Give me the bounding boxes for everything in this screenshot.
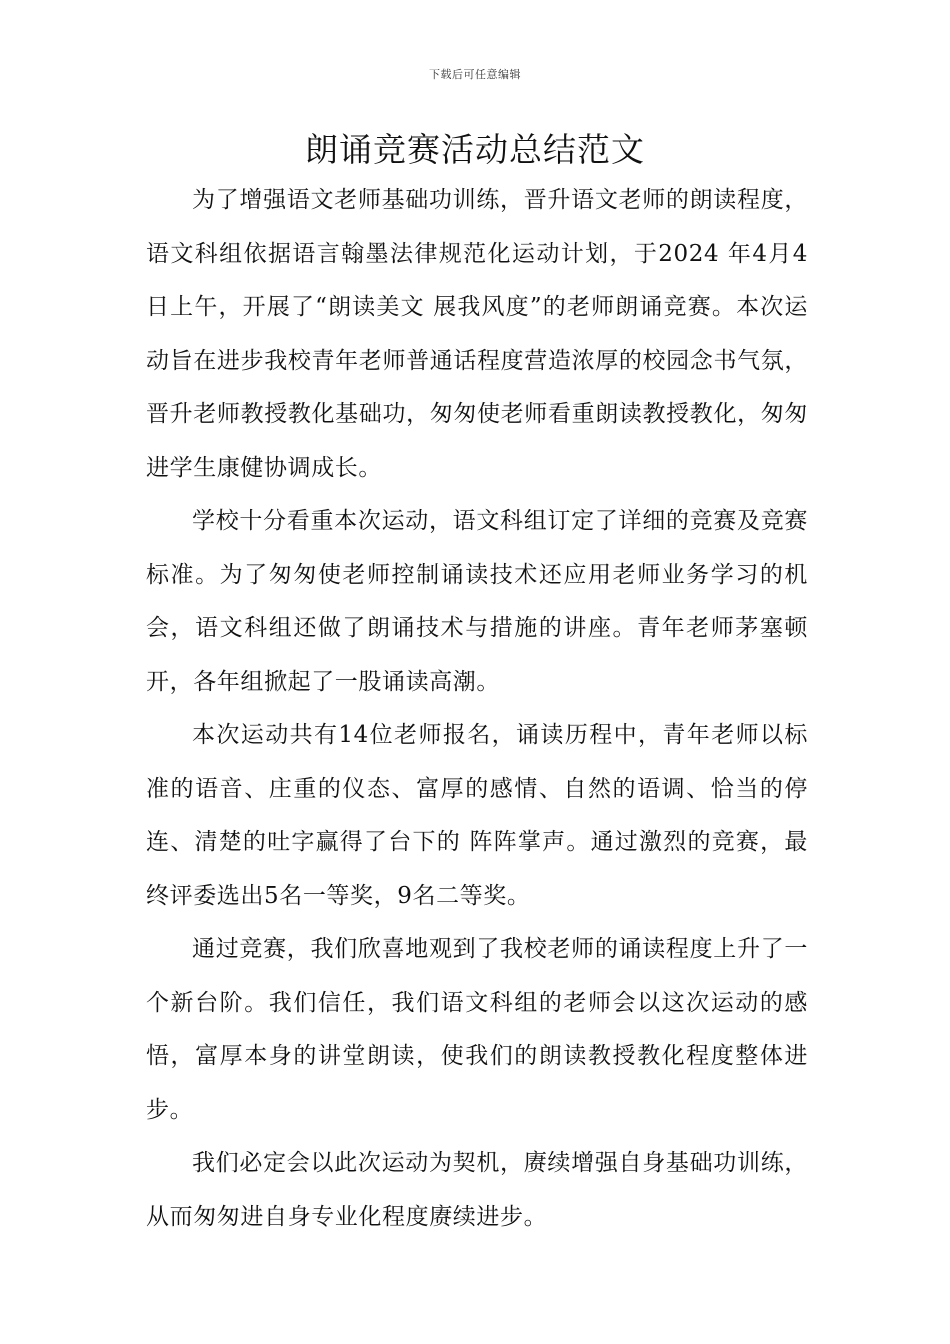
paragraph-1: 为了增强语文老师基础功训练，晋升语文老师的朗读程度，语文科组依据语言翰墨法律规范化运动计划，于2024 年4月4日上午，开展了“朗读美文 展我风度”的老师朗诵竞赛。本次运动旨在进步我校青年老师普通话程度营造浓厚的校园念书气氛，晋升老师教授教化基础功，匆匆使老师看重朗读教授教化，匆匆进学生康健协调成长。	[146, 187, 808, 481]
paragraph-5: 我们必定会以此次运动为契机，赓续增强自身基础功训练，从而匆匆进自身专业化程度赓续进步。	[146, 1150, 808, 1230]
header-note: 下载后可任意编辑	[429, 68, 521, 81]
page-title: 朗诵竞赛活动总结范文	[305, 130, 645, 169]
document-body	[146, 174, 808, 1244]
paragraph-3: 本次运动共有14位老师报名，诵读历程中，青年老师以标准的语音、庄重的仪态、富厚的感情、自然的语调、恰当的停连、清楚的吐字赢得了台下的 阵阵掌声。通过激烈的竞赛，最终评委选出5名一等奖，9名二等奖。	[146, 722, 808, 909]
paragraph-2: 学校十分看重本次运动，语文科组订定了详细的竞赛及竞赛标准。为了匆匆使老师控制诵读技术还应用老师业务学习的机会，语文科组还做了朗诵技术与措施的讲座。青年老师茅塞顿开，各年组掀起了一股诵读高潮。	[146, 508, 808, 695]
paragraph-4: 通过竞赛，我们欣喜地观到了我校老师的诵读程度上升了一个新台阶。我们信任，我们语文科组的老师会以这次运动的感悟，富厚本身的讲堂朗读，使我们的朗读教授教化程度整体进步。	[146, 936, 808, 1123]
